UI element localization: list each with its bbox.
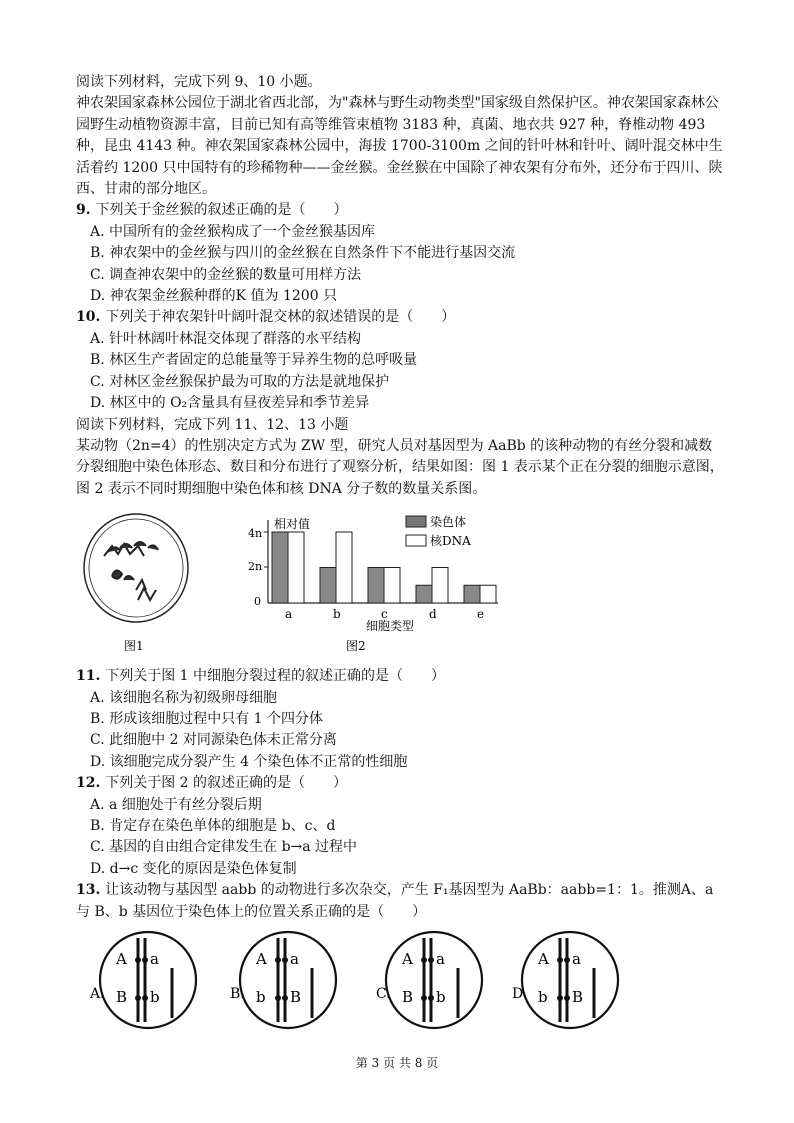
question-13	[76, 880, 726, 923]
q12-option-c: C. 基因的自由组合定律发生在 b→a 过程中	[90, 839, 358, 856]
q11-option-a: A. 该细胞名称为初级卵母细胞	[90, 689, 278, 706]
bar-chromosome-b	[320, 568, 336, 604]
gene-dot	[142, 995, 148, 1001]
question-number: 10.	[76, 309, 101, 326]
x-tick-d: d	[429, 607, 437, 621]
cell-circle	[522, 932, 618, 1028]
page-footer: 第 3 页 共 8 页	[355, 1056, 439, 1070]
gene-top-right: a	[150, 950, 159, 968]
q9-option-c: C. 调查神农架中的金丝猴的数量可用样方法	[90, 266, 362, 283]
x-axis-label: 细胞类型	[366, 619, 415, 633]
gene-dot	[135, 957, 141, 963]
q10-option-a: A. 针叶林阔叶林混交体现了群落的水平结构	[90, 330, 362, 347]
y-tick-2n: 2n	[248, 560, 263, 573]
gene-top-right: a	[290, 950, 299, 968]
gene-dot	[557, 995, 563, 1001]
q9-option-a: A. 中国所有的金丝猴构成了一个金丝猴基因库	[90, 223, 376, 240]
gene-dot	[564, 957, 570, 963]
bar-dna-c	[384, 568, 400, 604]
bar-chromosome-d	[416, 585, 432, 603]
gene-bottom-left: b	[538, 988, 548, 1006]
cell-circle	[386, 932, 482, 1028]
gene-bottom-left: B	[116, 988, 128, 1006]
bar-chromosome-a	[272, 532, 288, 603]
q11-option-b: B. 形成该细胞过程中只有 1 个四分体	[90, 710, 323, 727]
material-zw-animal: 某动物（2n=4）的性别决定方式为 ZW 型，研究人员对基因型为 AaBb 的该种动物的有丝分裂和减数分裂细胞中染色体形态、数目和分布进行了观察分析，结果如图：图 1 表示某个正在分裂的细胞示意图，图 2 表示不同时期细胞中染色体和核 DNA 分子数的数量关系图。	[76, 437, 724, 497]
question-number: 12.	[76, 775, 101, 792]
q9-option-d: D. 神农架金丝猴种群的K 值为 1200 只	[90, 288, 338, 305]
gene-dot	[275, 957, 281, 963]
question-number: 9.	[76, 202, 91, 219]
gene-dot	[142, 957, 148, 963]
gene-dot	[135, 995, 141, 1001]
gene-dot	[428, 995, 434, 1001]
bar-dna-a	[288, 532, 304, 603]
material-shennongjia: 神农架国家森林公园位于湖北省西北部，为"森林与野生动物类型"国家级自然保护区。神农架国家森林公园野生动植物资源丰富，目前已知有高等维管束植物 3183 种，真菌、地衣共 927 种，脊椎动物 493 种，昆虫 4143 种。神农架国家森林公园中，海拔 1700-3100m 之间的针叶林和针叶、阔叶混交林中生活着约 1200 只中国特有的珍稀物种——金丝猴。金丝猴在中国除了神农架有分布外，还分布于四川、陕西、甘肃的部分地区。	[76, 95, 723, 198]
page-content	[76, 72, 726, 923]
gene-position-options	[88, 922, 708, 1042]
fig2-caption: 图2	[346, 639, 366, 653]
gene-bottom-right: b	[150, 988, 160, 1006]
figure-2-chart	[248, 514, 498, 653]
cell-circle	[240, 932, 336, 1028]
y-tick-0: 0	[254, 595, 261, 608]
intro-9-10: 阅读下列材料，完成下列 9、10 小题。	[76, 74, 322, 90]
gene-dot	[557, 957, 563, 963]
legend-swatch-chromosome	[406, 516, 426, 527]
bar-chromosome-c	[368, 568, 384, 604]
gene-dot	[421, 957, 427, 963]
q11-option-d: D. 该细胞完成分裂产生 4 个染色体不正常的性细胞	[90, 753, 408, 770]
question-stem: 下列关于神农架针叶阔叶混交林的叙述错误的是（ ）	[105, 309, 456, 326]
x-tick-b: b	[333, 607, 341, 621]
y-axis-label: 相对值	[274, 517, 311, 531]
bar-dna-d	[432, 568, 448, 604]
gene-top-left: A	[402, 950, 413, 968]
legend-label-chromosome: 染色体	[430, 515, 467, 529]
q11-option-c: C. 此细胞中 2 对同源染色体未正常分离	[90, 732, 337, 749]
gene-option-label: B.	[230, 986, 245, 1002]
gene-bottom-left: b	[256, 988, 266, 1006]
x-tick-c: c	[381, 607, 388, 621]
gene-option-label: C.	[376, 986, 391, 1002]
gene-top-left: A	[538, 950, 549, 968]
question-number: 13.	[76, 882, 101, 899]
question-number: 11.	[76, 668, 101, 685]
gene-dot	[275, 995, 281, 1001]
gene-top-right: a	[436, 950, 445, 968]
q10-option-c: C. 对林区金丝猴保护最为可取的方法是就地保护	[90, 373, 390, 390]
question-stem: 下列关于图 2 的叙述正确的是（ ）	[105, 775, 348, 792]
gene-dot	[282, 957, 288, 963]
legend-label-dna: 核DNA	[430, 534, 471, 548]
q10-option-b: B. 林区生产者固定的总能量等于异养生物的总呼吸量	[90, 352, 418, 369]
gene-option-label: D.	[512, 986, 528, 1002]
question-10	[76, 307, 726, 328]
bar-dna-b	[336, 532, 352, 603]
gene-dot	[428, 957, 434, 963]
x-tick-e: e	[477, 607, 485, 621]
gene-dot	[282, 995, 288, 1001]
q10-option-d: D. 林区中的 O₂含量具有昼夜差异和季节差异	[90, 395, 370, 412]
q12-option-d: D. d→c 变化的原因是染色体复制	[90, 860, 297, 877]
q12-option-b: B. 肯定存在染色单体的细胞是 b、c、d	[90, 817, 336, 834]
gene-bottom-right: B	[572, 988, 584, 1006]
bar-dna-e	[480, 585, 496, 603]
gene-dot	[421, 995, 427, 1001]
bar-chromosome-e	[464, 585, 480, 603]
gene-options-svg	[88, 922, 708, 1042]
question-12	[76, 773, 726, 794]
y-tick-4n: 4n	[248, 527, 263, 540]
question-9	[76, 200, 726, 221]
figure-1-2	[78, 510, 508, 660]
gene-top-right: a	[572, 950, 581, 968]
question-11	[76, 666, 726, 687]
x-tick-a: a	[285, 607, 293, 621]
question-stem: 下列关于图 1 中细胞分裂过程的叙述正确的是（ ）	[105, 668, 446, 685]
gene-dot	[564, 995, 570, 1001]
fig1-caption: 图1	[124, 639, 144, 653]
gene-bottom-right: B	[290, 988, 302, 1006]
figure-1-cell	[84, 514, 188, 653]
legend-swatch-dna	[406, 535, 426, 546]
intro-11-13: 阅读下列材料，完成下列 11、12、13 小题	[76, 416, 349, 433]
question-stem: 下列关于金丝猴的叙述正确的是（ ）	[95, 202, 348, 219]
cell-circle	[100, 932, 196, 1028]
gene-bottom-right: b	[436, 988, 446, 1006]
q12-option-a: A. a 细胞处于有丝分裂后期	[90, 796, 262, 813]
figure-svg	[78, 510, 508, 660]
q9-option-b: B. 神农架中的金丝猴与四川的金丝猴在自然条件下不能进行基因交流	[90, 245, 516, 262]
gene-bottom-left: B	[402, 988, 414, 1006]
gene-option-label: A.	[90, 986, 105, 1002]
gene-top-left: A	[256, 950, 267, 968]
gene-top-left: A	[116, 950, 127, 968]
question-stem: 让该动物与基因型 aabb 的动物进行多次杂交，产生 F₁基因型为 AaBb：aabb=1：1。推测A、a与 B、b 基因位于染色体上的位置关系正确的是（ ）	[76, 882, 714, 920]
